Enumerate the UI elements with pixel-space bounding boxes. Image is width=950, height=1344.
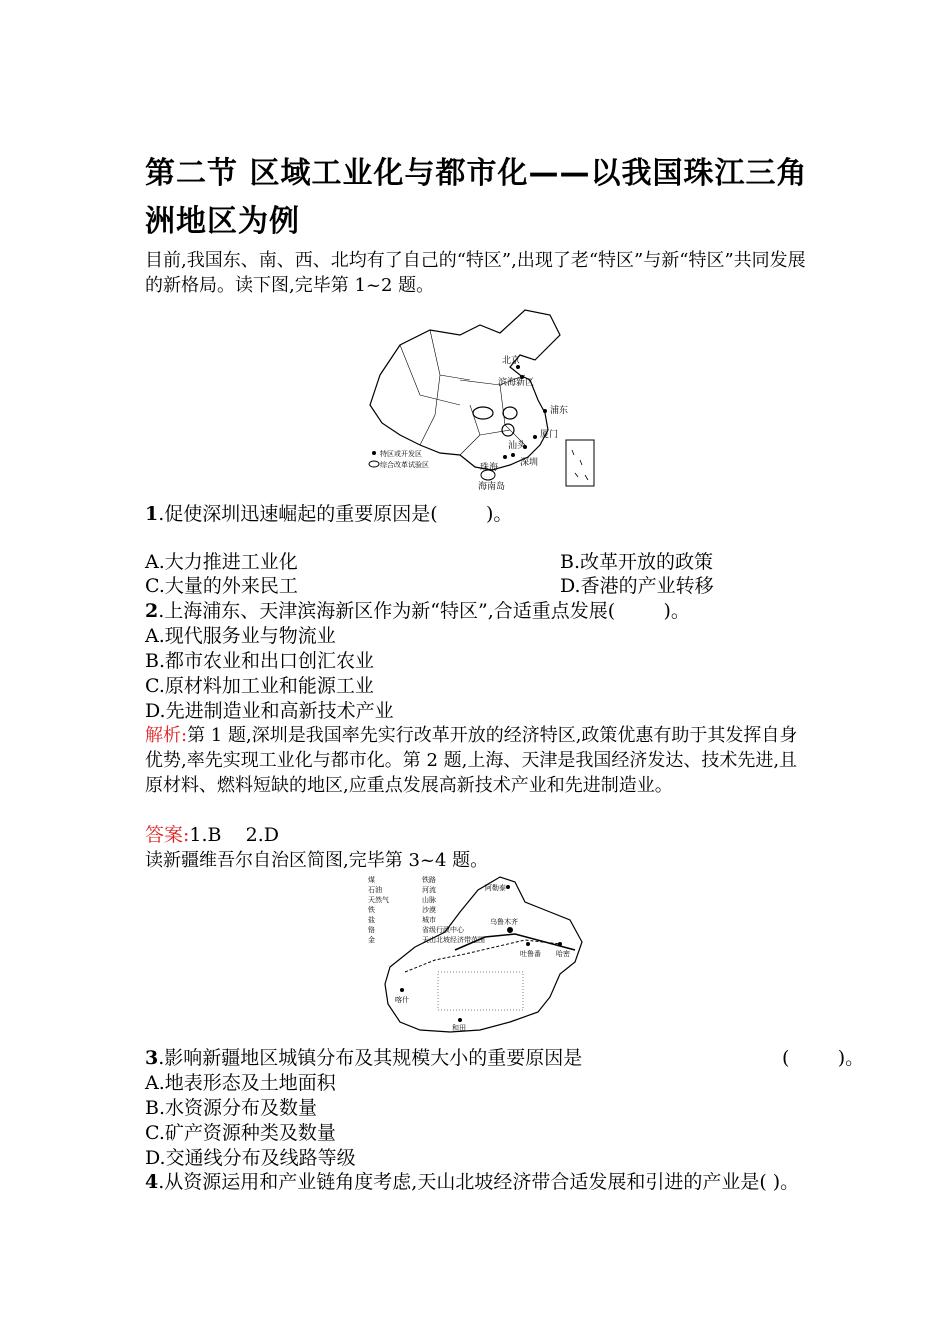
section-title: 第二节 区域工业化与都市化——以我国珠江三角洲地区为例 (145, 156, 808, 239)
question-1-options-row-2 (145, 574, 714, 599)
city-dot-zhuhai (503, 455, 507, 459)
legend-economic-belt: 天山北坡经济带范围 (422, 936, 485, 944)
legend-chromium: 铬 (368, 926, 375, 934)
label-pudong: 浦东 (550, 406, 569, 416)
legend-pilot-label: 综合改革试验区 (380, 461, 429, 469)
legend-iron: 铁 (368, 906, 375, 914)
china-special-zones-map (360, 305, 600, 490)
xinjiang-outline (385, 877, 582, 1032)
city-dot-shenzhen (511, 453, 515, 457)
q1-option-a: A.大力推进工业化 (145, 551, 298, 573)
question-4-number: 4 (145, 1171, 159, 1193)
inset-islands (572, 450, 588, 480)
q3-option-d: D.交通线分布及线路等级 (145, 1147, 356, 1169)
pilot-zone-wuhan (503, 407, 517, 419)
label-hainan: 海南岛 (478, 482, 506, 490)
analysis-text: 第 1 题,深圳是我国率先实行改革开放的经济特区,政策优惠有助于其发挥自身优势,率先实现工业化与都市化。第 2 题,上海、天津是我国经济发达、技术先进,且原材料、燃料短缺的地区,应重点发展高新技术产业和先进制造业。 (145, 725, 798, 796)
q1-option-d: D.香港的产业转移 (560, 575, 714, 597)
label-zhuhai: 珠海 (480, 463, 499, 473)
pilot-zone-changsha (502, 424, 514, 436)
legend-zone-label: 特区或开发区 (380, 450, 422, 458)
legend-gold: 金 (368, 936, 375, 944)
q2-option-a: A.现代服务业与物流业 (145, 625, 336, 647)
q1-option-c: C.大量的外来民工 (145, 575, 298, 597)
south-china-sea-inset (566, 440, 594, 486)
pilot-zone-chengdu (473, 407, 493, 419)
q3-option-c: C.矿产资源种类及数量 (145, 1122, 336, 1144)
question-2-stem (145, 599, 690, 624)
label-hotan: 和田 (452, 1024, 466, 1032)
question-1-text: .促使深圳迅速崛起的重要原因是( )。 (158, 503, 513, 525)
question-3-stem (145, 1046, 582, 1071)
city-altay (506, 885, 510, 889)
intro-text-1: 目前,我国东、南、西、北均有了自己的“特区”,出现了老“特区”与新“特区”共同发展的新格局。读下图,完毕第 1~2 题。 (145, 250, 806, 296)
legend-capital: 省级行政中心 (422, 926, 464, 934)
question-3-paren: ( )。 (782, 1047, 865, 1069)
q1-option-b: B.改革开放的政策 (560, 551, 714, 573)
question-3-text: .影响新疆地区城镇分布及其规模大小的重要原因是 (158, 1047, 583, 1069)
question-2-text: .上海浦东、天津滨海新区作为新“特区”,合适重点发展( )。 (158, 600, 690, 622)
legend-pilot-symbol (369, 461, 379, 467)
label-xiamen: 厦门 (540, 430, 559, 440)
q3-option-b: B.水资源分布及数量 (145, 1097, 318, 1119)
legend-oil: 石油 (368, 886, 382, 894)
city-dot-xiamen (533, 435, 537, 439)
taklamakan-desert (438, 972, 523, 1010)
legend-zone-dot (372, 451, 376, 455)
question-4-text: .从资源运用和产业链角度考虑,天山北坡经济带合适发展和引进的产业是( )。 (158, 1171, 800, 1193)
question-1-number: 1 (145, 503, 159, 525)
label-shenzhen: 深圳 (520, 458, 539, 468)
q2-option-d: D.先进制造业和高新技术产业 (145, 700, 394, 722)
xinjiang-map (360, 872, 590, 1042)
label-beijing: 北京 (502, 356, 521, 366)
legend-coal: 煤 (368, 876, 375, 884)
city-hotan (458, 1018, 462, 1022)
china-outline (370, 310, 560, 470)
label-kashgar: 喀什 (395, 996, 409, 1004)
q2-option-c: C.原材料加工业和能源工业 (145, 675, 374, 697)
legend-gas: 天然气 (368, 896, 389, 904)
answer-line (145, 823, 279, 848)
question-3-number: 3 (145, 1047, 159, 1069)
q3-option-a: A.地表形态及土地面积 (145, 1072, 336, 1094)
city-urumqi (507, 927, 513, 933)
legend-salt: 盐 (368, 916, 375, 924)
label-altay: 阿勒泰 (485, 884, 506, 892)
label-turpan: 吐鲁番 (520, 950, 541, 958)
city-kashgar (400, 988, 404, 992)
map2-legend-left (368, 875, 389, 944)
question-1-options-row-1 (145, 550, 714, 575)
legend-mountain: 山脉 (422, 896, 436, 904)
city-turpan (526, 942, 530, 946)
label-shantou: 汕头 (508, 441, 527, 451)
answer-text: 1.B 2.D (189, 824, 280, 846)
question-1-stem (145, 502, 512, 527)
legend-desert: 沙漠 (422, 906, 436, 914)
legend-city: 城市 (422, 916, 436, 924)
answer-label: 答案: (145, 824, 190, 846)
label-hami: 哈密 (556, 950, 570, 958)
map2-legend-right (422, 875, 485, 944)
label-urumqi: 乌鲁木齐 (490, 918, 518, 926)
legend-river: 河流 (422, 886, 436, 894)
intro-text-2: 读新疆维吾尔自治区简图,完毕第 3~4 题。 (145, 850, 489, 871)
legend-railway: 铁路 (422, 876, 436, 884)
city-hami (558, 942, 562, 946)
city-dot-pudong (543, 409, 547, 413)
label-binhai: 滨海新区 (498, 378, 535, 388)
q2-option-b: B.都市农业和出口创汇农业 (145, 650, 375, 672)
analysis-block (145, 723, 810, 798)
question-4-stem (145, 1170, 810, 1195)
question-2-number: 2 (145, 600, 159, 622)
analysis-label: 解析: (145, 725, 188, 746)
